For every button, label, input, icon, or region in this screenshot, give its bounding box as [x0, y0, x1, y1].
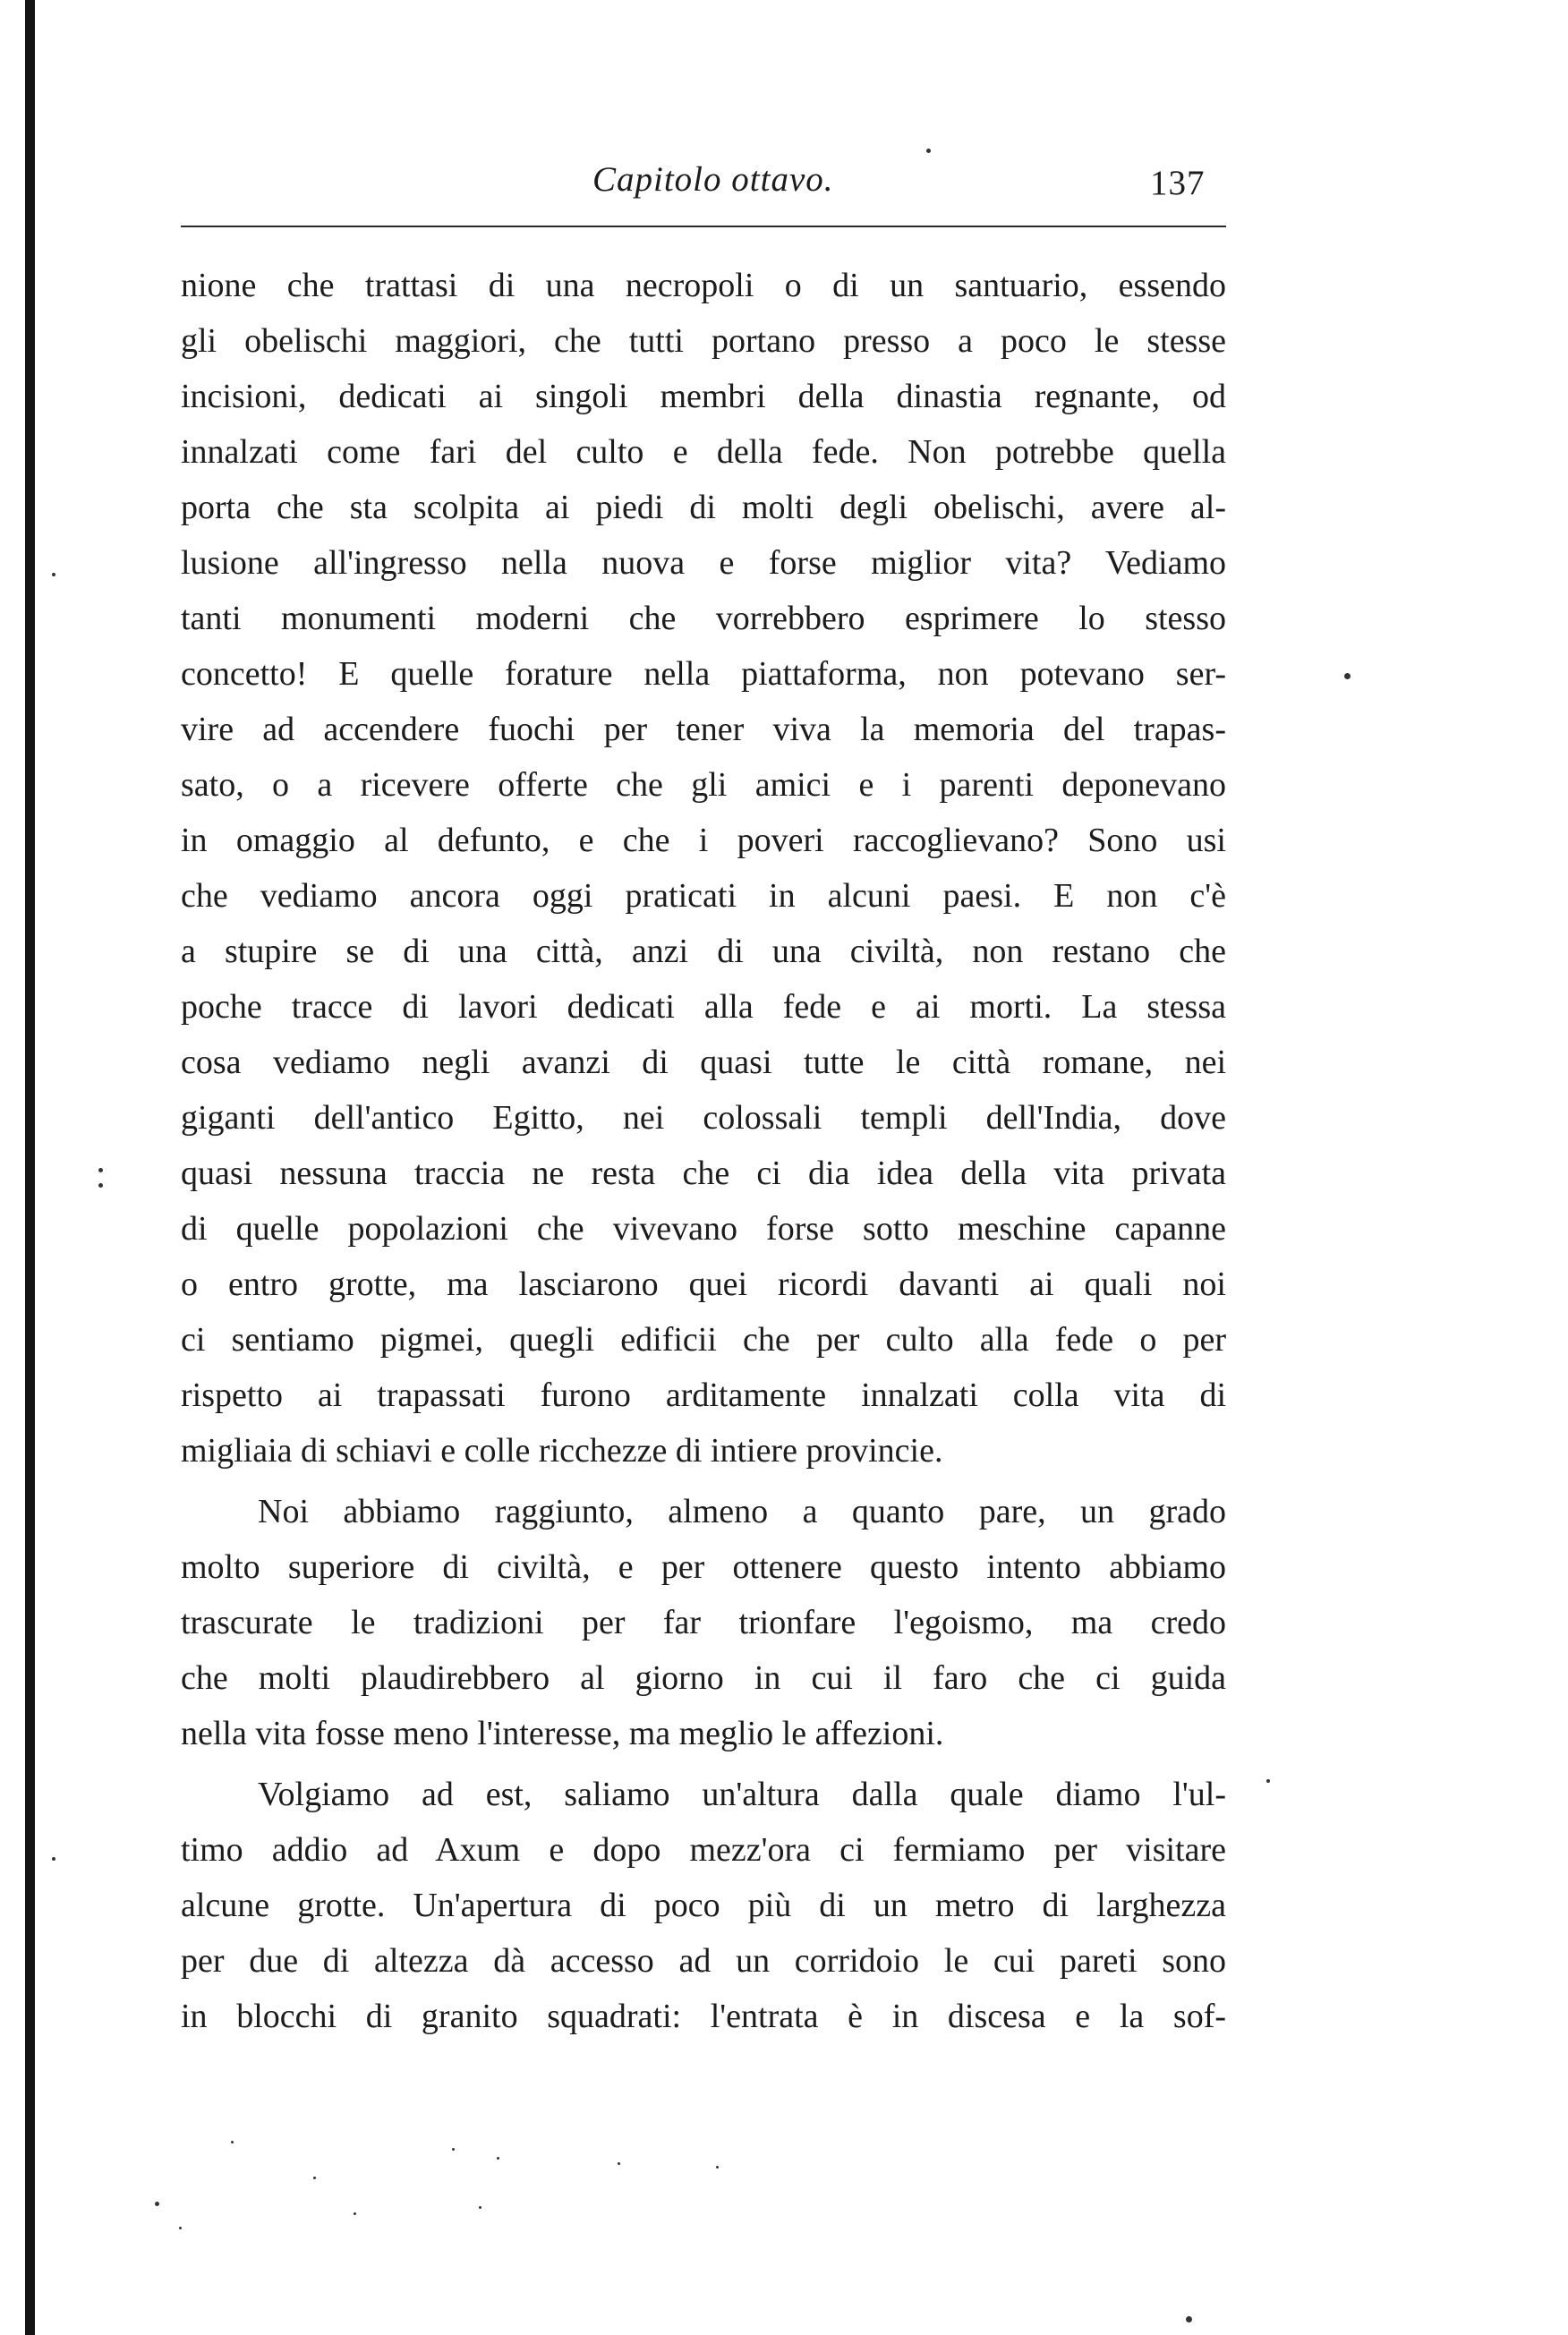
text-line: a stupire se di una città, anzi di una civiltà, non restano che [181, 933, 1226, 970]
text-line: alcune grotte. Un'apertura di poco più di un metro di larghezza [181, 1887, 1226, 1924]
text-line: Volgiamo ad est, saliamo un'altura dalla quale diamo l'ul- [258, 1776, 1226, 1813]
text-line: rispetto ai trapassati furono arditamente innalzati colla vita di [181, 1376, 1226, 1414]
scan-speck [179, 2227, 182, 2229]
text-line: innalzati come fari del culto e della fede. Non potrebbe quella [181, 433, 1226, 471]
text-line: tanti monumenti moderni che vorrebbero esprimere lo stesso [181, 600, 1226, 637]
scan-speck [98, 1168, 103, 1172]
text-line: vire ad accendere fuochi per tener viva la memoria del trapas- [181, 711, 1226, 748]
text-line: nione che trattasi di una necropoli o di un santuario, essendo [181, 267, 1226, 304]
scan-speck [1344, 673, 1351, 679]
text-line: concetto! E quelle forature nella piattaforma, non potevano ser- [181, 655, 1226, 693]
scan-speck [354, 2212, 356, 2215]
text-line: migliaia di schiavi e colle ricchezze di intiere provincie. [181, 1432, 943, 1470]
scan-speck [1186, 2316, 1192, 2322]
scan-speck [452, 2148, 455, 2151]
text-line: timo addio ad Axum e dopo mezz'ora ci fermiamo per visitare [181, 1831, 1226, 1869]
text-line: quasi nessuna traccia ne resta che ci dia idea della vita privata [181, 1155, 1226, 1192]
text-line: molto superiore di civiltà, e per ottenere questo intento abbiamo [181, 1548, 1226, 1586]
text-line: sato, o a ricevere offerte che gli amici e i parenti deponevano [181, 766, 1226, 804]
running-head [0, 159, 1568, 213]
text-line: di quelle popolazioni che vivevano forse sotto meschine capanne [181, 1210, 1226, 1248]
text-line: porta che sta scolpita ai piedi di molti degli obelischi, avere al- [181, 489, 1226, 526]
scan-speck [98, 1183, 103, 1188]
scan-speck [479, 2206, 481, 2209]
scan-speck [155, 2202, 159, 2206]
text-line: nella vita fosse meno l'interesse, ma meglio le affezioni. [181, 1715, 944, 1752]
running-title: Capitolo ottavo. [592, 160, 834, 199]
text-line: giganti dell'antico Egitto, nei colossali templi dell'India, dove [181, 1099, 1226, 1137]
scan-speck [497, 2157, 499, 2160]
text-line: ci sentiamo pigmei, quegli edificii che per culto alla fede o per [181, 1321, 1226, 1359]
text-line: per due di altezza dà accesso ad un corridoio le cui pareti sono [181, 1942, 1226, 1980]
text-line: cosa vediamo negli avanzi di quasi tutte le città romane, nei [181, 1044, 1226, 1081]
text-line: incisioni, dedicati ai singoli membri della dinastia regnante, od [181, 378, 1226, 415]
scan-speck [231, 2141, 234, 2143]
text-line: gli obelischi maggiori, che tutti portano presso a poco le stesse [181, 322, 1226, 360]
header-rule [181, 226, 1226, 227]
paragraph-1 [181, 258, 1226, 1479]
text-line: in omaggio al defunto, e che i poveri raccoglievano? Sono usi [181, 822, 1226, 859]
scan-speck [52, 573, 55, 576]
text-line: poche tracce di lavori dedicati alla fede e ai morti. La stessa [181, 988, 1226, 1026]
page-number: 137 [1150, 164, 1206, 202]
page-text [181, 258, 1226, 2044]
scan-speck [313, 2177, 316, 2179]
text-line: in blocchi di granito squadrati: l'entrata è in discesa e la sof- [181, 1998, 1226, 2035]
text-line: lusione all'ingresso nella nuova e forse miglior vita? Vediamo [181, 544, 1226, 582]
paragraph-2 [181, 1484, 1226, 1761]
scan-speck [716, 2166, 719, 2169]
paragraph-3 [181, 1767, 1226, 2044]
text-line: che molti plaudirebbero al giorno in cui il faro che ci guida [181, 1659, 1226, 1697]
scan-speck [926, 149, 931, 153]
binding-edge [25, 0, 35, 2335]
text-line: Noi abbiamo raggiunto, almeno a quanto pare, un grado [258, 1493, 1226, 1530]
scan-speck [1266, 1779, 1270, 1783]
text-line: che vediamo ancora oggi praticati in alcuni paesi. E non c'è [181, 877, 1226, 915]
text-line: o entro grotte, ma lasciarono quei ricordi davanti ai quali noi [181, 1266, 1226, 1303]
text-line: trascurate le tradizioni per far trionfare l'egoismo, ma credo [181, 1604, 1226, 1641]
scan-speck [52, 1857, 55, 1861]
scan-speck [618, 2162, 620, 2165]
